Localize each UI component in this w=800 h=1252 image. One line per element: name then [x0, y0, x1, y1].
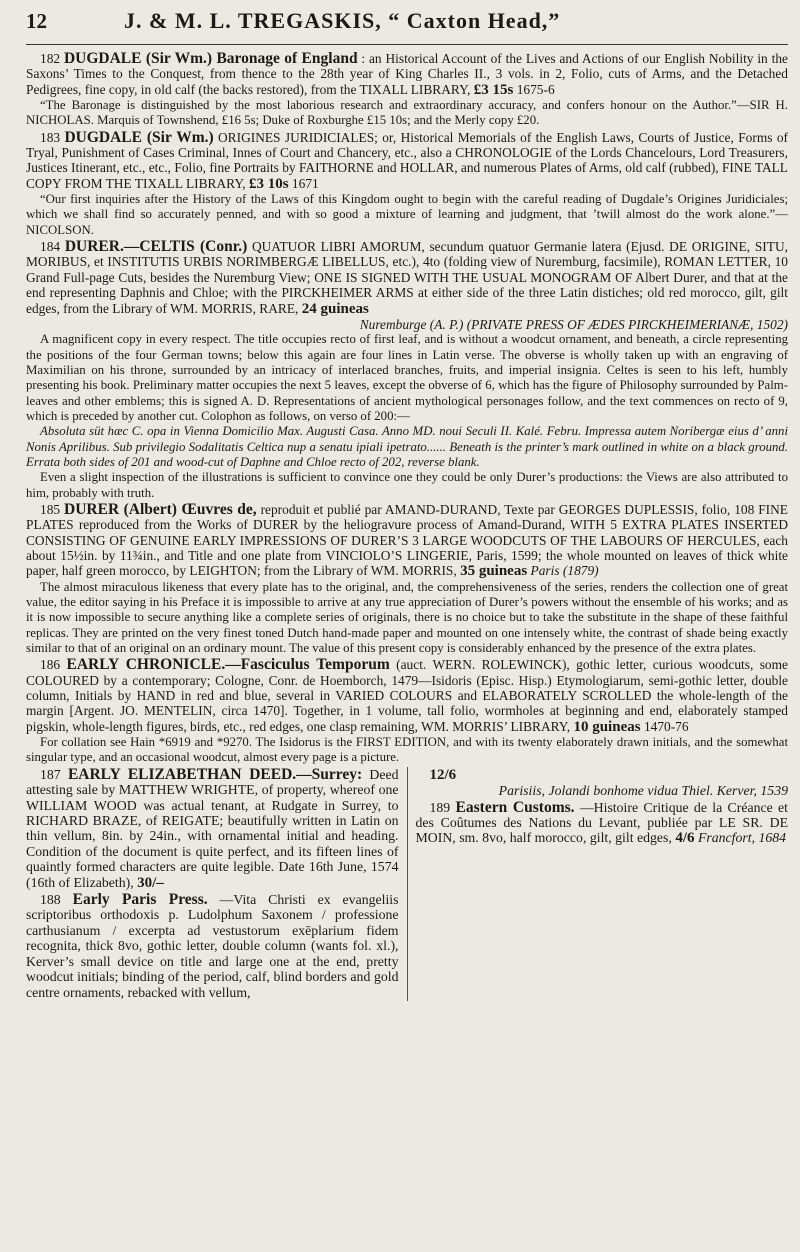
entry-text: —Histoire Critique de la Créance et des Coûtumes des Nations du Levant, publiée par LE SR. DE MOIN, sm. 8vo, half morocco, gilt, gilt edges, — [415, 799, 789, 846]
entry-price: 35 guineas — [460, 563, 528, 580]
entry-184 — [26, 239, 788, 501]
entry-price: 4/6 — [675, 830, 695, 847]
entry-heading: Eastern Customs. — [455, 798, 575, 816]
entry-colophon: Absoluta süt hæc C. opa in Vienna Domicilio Max. Augusti Casa. Anno MD. noui Seculi II. Kalé. Febru. Impressa autem Noribergæ eius d’ anni Nonis Aprilibus. Sub privilegio Sodalitatis Celtica nup a senatu ipiali ipetrato...... Beneath is the printer’s mark outlined in white on a black ground. Errata both sides of 201 and wood-cut of Daphne and Chloe recto of 202, reverse blank. — [26, 424, 788, 469]
entry-text: QUATUOR LIBRI AMORUM, secundum quatuor Germanie latera (Ejusd. DE ORIGINE, SITU, MORIBUS, et INSTITUTIS URBIS NORIMBERGÆ LIBELLUS, etc.), 4to (folding view of Nuremburg, facsimile), ROMAN LETTER, 10 Grand Full-page Cuts, besides the Nuremburg View; ONE IS SIGNED WITH THE USUAL MONOGRAM OF Albert Durer, and that at the end representing Daphnis and Chloe; with the PIRCKHEIMER ARMS at either side of the three Latin distiches; old red morocco, gilt, gilt edges, from the Library of WM. MORRIS, RARE, — [26, 239, 788, 316]
entry-183 — [26, 130, 788, 238]
entry-182 — [26, 51, 788, 129]
entry-quote: “The Baronage is distinguished by the most laborious research and extraordinary accuracy, and confers honour on the Author.”—SIR H. NICHOLAS. Marquis of Townshend, £16 5s; Duke of Roxburghe £15 10s; and the Merly copy £20. — [26, 98, 788, 128]
entry-186 — [26, 657, 788, 765]
entry-price: 12/6 — [429, 766, 457, 783]
right-column — [416, 767, 789, 1001]
entry-189 — [416, 800, 789, 847]
entry-date: Paris (1879) — [530, 563, 599, 579]
entry-date: Francfort, 1684 — [697, 830, 787, 846]
entry-price: £3 15s — [473, 81, 514, 98]
entry-heading: EARLY ELIZABETHAN DEED.—Surrey: — [67, 765, 363, 783]
entry-185 — [26, 502, 788, 656]
entry-price: 30/– — [137, 874, 164, 891]
entry-188 — [26, 892, 399, 1000]
entry-date: 1671 — [291, 175, 319, 191]
entry-heading: EARLY CHRONICLE.—Fasciculus Temporum — [66, 656, 390, 674]
entry-number: 182 — [40, 51, 61, 66]
entry-date: 1675-6 — [516, 81, 555, 97]
entry-note: Even a slight inspection of the illustrations is sufficient to convince one they could be only Durer’s productions: the Views are also attributed to him, probably with truth. — [26, 470, 788, 500]
entry-number: 186 — [40, 657, 61, 673]
entry-number: 185 — [40, 501, 61, 517]
page-number: 12 — [26, 9, 47, 33]
entry-heading: Early Paris Press. — [72, 891, 208, 909]
entry-imprint: Parisiis, Jolandi bonhome vidua Thiel. Kerver, 1539 — [498, 783, 788, 799]
entry-heading: DUGDALE (Sir Wm.) Baronage of England — [63, 50, 358, 67]
entry-text: (auct. WERN. ROLEWINCK), gothic letter, curious woodcuts, some COLOURED by a contemporary; Cologne, Conr. de Hoemborch, 1479—Isidoris (Episc. Hisp.) Etymologiarum, semi-gothic letter, double column, Initials by HAND in red and blue, several in VARIED COLOURS and ELABORATELY SCROLLED the whole-length of the margin [Argent. JO. MENTELIN, circa 1470]. Together, in 1 volume, tall folio, wormholes at beginning and end, elaborately stamped pigskin, whole-length figures, birds, etc., red edges, one clasp remaining, WM. MORRIS’ LIBRARY, — [26, 657, 788, 734]
entry-price: 10 guineas — [573, 718, 641, 735]
entry-imprint: Nuremburge (A. P.) (PRIVATE PRESS OF ÆDES PIRCKHEIMERIANÆ, 1502) — [359, 316, 788, 332]
entry-price: £3 10s — [248, 175, 289, 192]
entry-text: —Vita Christi ex evangeliis scriptoribus orthodoxis p. Ludolphum Saxonem / professione carthusianum / excerpta ad vestustorum exēplarium fidem recognita, thick 8vo, gothic letter, double column (wants fol. xl.), Kerver’s small device on title and large one at the end, pretty woodcut initials; binding of the period, calf, blind borders and gold centre ornaments, rebacked with vellum, — [26, 892, 399, 1000]
entry-body: For collation see Hain *6919 and *9270. The Isidorus is the FIRST EDITION, and with its twenty elaborately drawn initials, and the somewhat singular type, and an occasional woodcut, almost every page is a picture. — [26, 735, 788, 765]
entry-text: : an Historical Account of the Lives and Actions of our English Nobility in the Saxons’ Times to the Conquest, from thence to the 28th year of King Charles II., 3 vols. in 2, Folio, cuts of Arms, and the Detached Pedigrees, fine copy, in old calf (the backs restored), from the TIXALL LIBRARY, — [26, 51, 788, 97]
entry-number: 187 — [40, 766, 61, 782]
entry-body: A magnificent copy in every respect. The title occupies recto of first leaf, and is without a woodcut ornament, and beneath, a circle representing the positions of the four German towns; below this again are four lines in Latin verse. The obverse is wholly taken up with an engraving of Maximilian on his throne, surrounded by an intricacy of interlaced branches, fruits, and imperial insignia. Celtes is seen to his left, humbly presenting his book. Preliminary matter occupies the next 5 leaves, except the obverse of 6, which has the figure of Philosophy surrounded by Palm-leaves and other emblems; this is signed A. D. Representations of ancient mythological personages follow, and the text commences on recto of 9, which is preceded by another cut. Colophon as follows, on verso of 200:— — [26, 332, 788, 423]
header-title: J. & M. L. TREGASKIS, “ Caxton Head,” — [124, 8, 561, 33]
entry-quote: “Our first inquiries after the History of the Laws of this Kingdom ought to begin with the careful reading of Dugdale’s Origines Juridiciales; which we shall find so accurately penned, and with so good a mixture of learning and judgment, that ’twill almost do the work alone.”—NICOLSON. — [26, 192, 788, 237]
entry-body: The almost miraculous likeness that every plate has to the original, and, the comprehensiveness of the series, renders the collection one of great value, the editor saying in his Preface it is impossible to arrive at any true appreciation of Durer’s powers without the ensemble of his works; and as it is now impossible to secure anything like a complete series of originals, there is no choice but to take the substitute in the shape of these faithful replicas. They are printed on the very finest toned Dutch hand-made paper and mounted on one intensely white, the contrast of shade being exactly similar to that of an original on an ordinary mount. The value of this present copy is considerably enhanced by the presence of the extra plates. — [26, 579, 788, 656]
entry-heading: DURER.—CELTIS (Conr.) — [64, 238, 248, 256]
entry-heading: DUGDALE (Sir Wm.) — [64, 128, 214, 146]
left-column — [26, 767, 408, 1001]
entry-text: Deed attesting sale by MATTHEW WRIGHTE, of property, whereof one WILLIAM WOOD was actual tenant, at Rudgate in Surrey, to RICHARD BRAZE, of REIGATE; beautifully written in Latin on thin vellum, 8in. by 24in., with ornamental initial and heading. Condition of the document is quite perfect, and its fifteen lines of quaintly formed characters are quite legible. Date 16th June, 1574 (16th of Elizabeth), — [26, 766, 399, 890]
two-column-section — [26, 767, 788, 1001]
entry-number: 189 — [429, 799, 451, 815]
entry-text: ORIGINES JURIDICIALES; or, Historical Memorials of the English Laws, Courts of Justice, Forms of Tryal, Punishment of Cases Criminal, Innes of Court and Chancery, etc., also a CHRONOLOGIE of the Lords Chancelours, Lord Treasurers, Justices Itinerant, etc., etc., Folio, fine Portraits by FAITHORNE and HOLLAR, and numerous Plates of Arms, old calf (rubbed), FINE TALL COPY FROM THE TIXALL LIBRARY, — [26, 129, 788, 191]
entry-price: 24 guineas — [301, 300, 369, 317]
entry-text: reproduit et publié par AMAND-DURAND, Texte par GEORGES DUPLESSIS, folio, 108 FINE PLATES reproduced from the Works of DURER by the heliogravure process of Amand-Durand, WITH 5 EXTRA PLATES INSERTED CONSISTING OF GENUINE EARLY IMPRESSIONS OF DURER’S 3 LARGE WOODCUTS OF THE LABOURS OF HERCULES, each about 15½in. by 11¾in., and Title and one plate from VINCIOLO’S LINGERIE, Paris, 1599; the whole mounted on leaves of thick white paper, half green morocco, by LEIGHTON; from the Library of WM. MORRIS, — [26, 501, 788, 579]
entry-188-continued — [416, 767, 789, 799]
entry-number: 183 — [40, 129, 61, 145]
entry-heading: DURER (Albert) Œuvres de, — [64, 500, 257, 518]
entry-number: 184 — [40, 239, 61, 255]
entry-187 — [26, 767, 399, 891]
entry-date: 1470-76 — [643, 718, 689, 734]
entry-number: 188 — [40, 892, 61, 908]
page-header — [26, 8, 788, 45]
